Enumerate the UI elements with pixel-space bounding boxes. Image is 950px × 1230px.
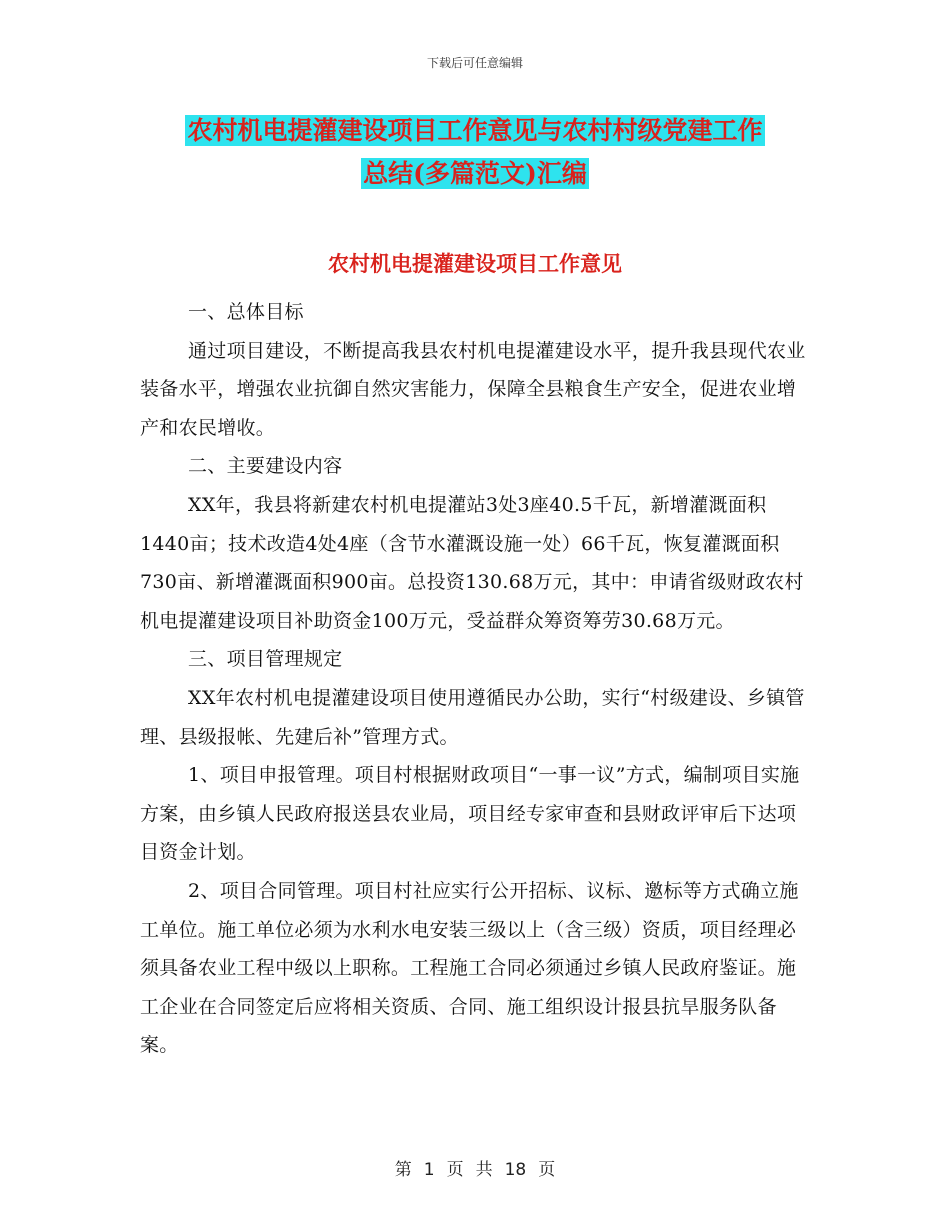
paragraph-management: XX年农村机电提灌建设项目使用遵循民办公助，实行“村级建设、乡镇管理、县级报帐、先建后补”管理方式。 — [140, 686, 805, 748]
footer-page-number: 1 — [423, 1160, 435, 1180]
paragraph-application: 1、项目申报管理。项目村根据财政项目“一事一议”方式，编制项目实施方案，由乡镇人民政府报送县农业局，项目经专家审查和县财政评审后下达项目资金计划。 — [140, 764, 800, 864]
section-title: 农村机电提灌建设项目工作意见 — [328, 251, 622, 276]
footer-total-prefix: 共 — [475, 1160, 493, 1180]
heading-main-content: 二、主要建设内容 — [188, 455, 343, 478]
document-title-line-1 — [0, 113, 950, 149]
header-note: 下载后可任意编辑 — [426, 56, 523, 70]
document-title-text-2: 总结(多篇范文)汇编 — [363, 159, 587, 188]
heading-management: 三、项目管理规定 — [188, 648, 343, 671]
document-title-text-1: 农村机电提灌建设项目工作意见与农村村级党建工作 — [187, 116, 763, 145]
footer-page-mid: 页 — [446, 1160, 464, 1180]
page-footer — [0, 1155, 950, 1180]
document-body — [140, 293, 810, 1065]
footer-total-pages: 18 — [504, 1160, 527, 1180]
document-title-line-2 — [0, 156, 950, 192]
paragraph-contract: 2、项目合同管理。项目村社应实行公开招标、议标、邀标等方式确立施工单位。施工单位必须为水利水电安装三级以上（含三级）资质，项目经理必须具备农业工程中级以上职称。工程施工合同必须通过乡镇人民政府鉴证。施工企业在合同签定后应将相关资质、合同、施工组织设计报县抗旱服务队备案。 — [140, 879, 799, 1057]
footer-page-prefix: 第 — [394, 1160, 412, 1180]
paragraph-goal: 通过项目建设，不断提高我县农村机电提灌建设水平，提升我县现代农业装备水平，增强农业抗御自然灾害能力，保障全县粮食生产安全，促进农业增产和农民增收。 — [140, 339, 806, 439]
footer-total-suffix: 页 — [538, 1160, 556, 1180]
heading-overall-goal: 一、总体目标 — [188, 301, 304, 323]
paragraph-content: XX年，我县将新建农村机电提灌站3处3座40.5千瓦，新增灌溉面积1440亩；技术改造4处4座（含节水灌溉设施一处）66千瓦，恢复灌溉面积730亩、新增灌溉面积900亩。总投资130.68万元，其中：申请省级财政农村机电提灌建设项目补助资金100万元，受益群众筹资筹劳30.68万元。 — [140, 493, 804, 632]
